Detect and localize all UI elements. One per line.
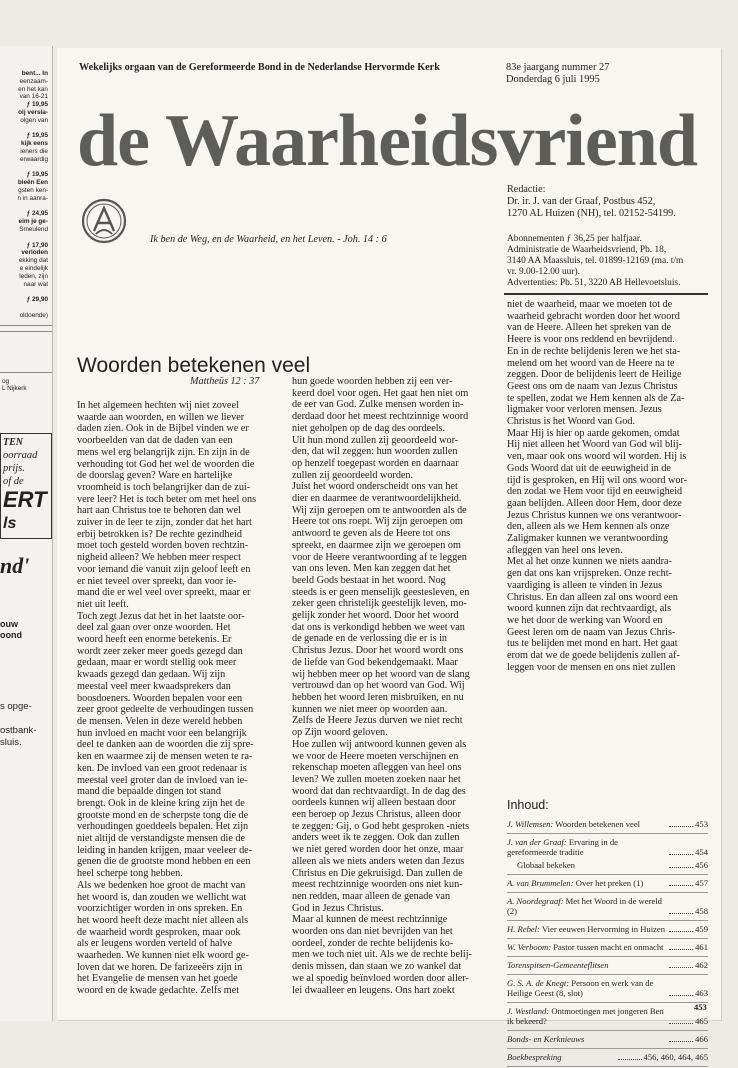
article-line: op henzelf toegepast worden en daarnaar (292, 457, 459, 469)
toc-title: Torenspitsen-Gemeenteflitsen (507, 960, 609, 970)
toc-page: 458 (695, 906, 708, 916)
article-line: nigheid alleen? We hebben meer respect (77, 552, 241, 564)
article-line: een beroep op Jezus Christus, alleen door (292, 809, 461, 821)
abon-line: vr. 9.00-12.00 uur). (507, 267, 580, 277)
article-line: meest rechtzinnige woorden ons niet kun- (292, 879, 463, 891)
article-line: Juist het woord onderscheidt ons van het (292, 481, 458, 493)
toc-leader (618, 1059, 642, 1060)
redactie-line: Dr. ir. J. van der Graaf, Postbus 452, (507, 196, 656, 207)
article-line: Jezus Christus kunnen we ons verantwoor- (507, 509, 682, 521)
toc-row[interactable] (507, 1049, 708, 1067)
article-line: den, dat wil zeggen: hun woorden zullen (292, 446, 458, 458)
article-line: genen die de grootste mond hebben en een (77, 856, 251, 868)
toc-leader (669, 995, 693, 996)
toc-title: Over het preken (1) (575, 878, 644, 888)
article-line: het woord is, dan zouden we wellicht wat (77, 891, 247, 903)
article-line: Geest ons om de naam van Jezus Christus (507, 380, 678, 392)
article-line: Christus en Die gekruisigd. Dan zullen de (292, 867, 463, 879)
article-line: zeker geen christelijk geestelijk leven, mo- (292, 598, 467, 610)
toc-page: 456, 460, 464, 465 (643, 1052, 708, 1062)
motto: Ik ben de Weg, en de Waarheid, en het Leven. - Joh. 14 : 6 (150, 234, 387, 245)
article-line: van de Heere. Alleen het spreken van de (507, 322, 672, 334)
article-line: Toch zegt Jezus dat het in het laatste oor- (77, 610, 245, 622)
strip-line: og (2, 377, 10, 385)
strip-line (0, 125, 52, 133)
toc-row[interactable] (507, 893, 708, 921)
article-line: Maar Hij is hier op aarde gekomen, omdat (507, 427, 680, 439)
article-line: zeer groot gedeelte de verhoudingen tussen (77, 704, 254, 716)
strip-ad-line: TEN (3, 437, 23, 449)
article-line: hun invloed en macht voor een belangrijk (77, 727, 247, 739)
strip-line: ekking dat (18, 257, 48, 265)
article-line: vroomheid is toch belangrijker dan de zui- (77, 481, 251, 493)
article-line: tus te belijden met mond en hart. Het gaat (507, 638, 678, 650)
article-line: Christus Jezus. Door het woord wordt ons (292, 645, 464, 657)
issue-volume: 83e jaargang nummer 27 (506, 62, 610, 73)
toc-title: Boekbespreking (507, 1052, 562, 1062)
toc-heading: Inhoud: (507, 798, 549, 812)
toc-page: 466 (695, 1034, 708, 1044)
toc-leader (669, 1041, 693, 1042)
strip-line: oij versla- (18, 108, 48, 116)
toc-entry (507, 878, 667, 888)
strip-ad-3-line: oond (0, 630, 22, 641)
strip-footer-line: sluis. (0, 737, 22, 749)
article-line: deel te danken aan de woorden die zij spre- (77, 739, 254, 751)
toc-entry (507, 837, 667, 857)
issue-date: Donderdag 6 juli 1995 (506, 74, 600, 85)
article-line: Maar al kunnen de meest rechtzinnige (292, 914, 448, 926)
article-line: kunnen we niet meer op woorden aan. (292, 703, 448, 715)
strip-line: bieën Een (17, 179, 48, 187)
alpha-omega-logo-icon (81, 198, 127, 244)
toc-page: 465 (695, 1016, 708, 1026)
issue-info (506, 62, 609, 86)
article-line: En in de rechte belijdenis leren we het sta- (507, 345, 681, 357)
article-line: op Zijn woord geloven. (292, 727, 388, 739)
article-line: te spellen, zodat we Hem kennen als de Za- (507, 392, 685, 404)
article-line: vere leer? Het is toch beter om met heel ons (77, 493, 257, 505)
abon-line: Administratie de Waarheidsvriend, Pb. 18, (507, 245, 667, 255)
article-line: Geest leren om de naam van Jezus Chris- (507, 626, 676, 638)
article-line: heel scherpe tong hebben. (77, 868, 183, 880)
article-line: het Evangelie de mensen van het goede (77, 973, 238, 985)
article-scripture: Mattheüs 12 : 37 (190, 376, 260, 387)
toc-row[interactable] (507, 857, 708, 875)
article-line: de eer van God. Zulke mensen worden in- (292, 399, 464, 411)
article-line: gedaan, maar er wordt stellig ook meer (77, 657, 237, 669)
toc-title: Bonds- en Kerknieuws (507, 1034, 585, 1044)
article-line: de liefde van God bekendgemaakt. Maar (292, 656, 458, 668)
strip-line: en het kan (18, 85, 48, 93)
article-line: brengt. Ook in de kleine kring zijn het de (77, 797, 245, 809)
article-line: gelijk zonder het woord. Door het woord (292, 610, 459, 622)
strip-line: van 16-21 (19, 93, 48, 101)
article-line: oordeels kunnen wij alleen bestaan door (292, 797, 456, 809)
toc-page: 461 (695, 942, 708, 952)
article-line: als er leugens worden verteld of halve (77, 938, 233, 950)
toc-row[interactable] (507, 816, 708, 834)
toc-page: 463 (695, 988, 708, 998)
article-line: woorden ons dan niet bevrijden van het (292, 926, 453, 938)
toc-title: Persoon en werk van de Heilige Geest (8, slot) (507, 978, 654, 998)
toc-author: H. Rebel: (507, 924, 540, 934)
article-line: men we toch niet uit. Als we de rechte belij- (292, 949, 472, 961)
article-line: verhouding tot God het wel de woorden die (77, 458, 255, 470)
toc-page: 456 (695, 860, 708, 870)
article-line: beeld Gods bestaat in het woord. Nog (292, 574, 446, 586)
article-line: Wij zijn geroepen om te antwoorden als de (292, 504, 467, 516)
article-line: we voor de Heere moeten verschijnen en (292, 750, 459, 762)
article-line: voor de Heere verantwoording af te leggen (292, 551, 467, 563)
article-line: de waarheid wordt gesproken, maar ook (77, 926, 241, 938)
toc-title: Globaal bekeken (517, 860, 575, 870)
article-line: Uit hun mond zullen zij geoordeeld wor- (292, 434, 459, 446)
article-line: Hoe zullen wij antwoord kunnen geven als (292, 738, 467, 750)
strip-ad-logo-2: ls (3, 515, 17, 533)
toc-page: 462 (695, 960, 708, 970)
toc-entry (507, 942, 667, 952)
strip-line (0, 304, 52, 312)
toc-entry (507, 1052, 616, 1062)
article-line: woord en de kwade gedachte. Zelfs met (77, 985, 240, 997)
toc-page: 454 (695, 847, 708, 857)
toc-row[interactable] (507, 1031, 708, 1049)
article-line: woord kunnen zijn dat rechtvaardigt, als (507, 603, 672, 615)
abon-line: Advertenties: Pb. 51, 3220 AB Hellevoetsluis. (507, 278, 681, 288)
article-line: wij hebben meer op het woord van de slang (292, 668, 470, 680)
article-line: ken. De invloed van een groot redenaar is (77, 762, 247, 774)
article-line: loven dat we horen. De farizeeërs zijn in (77, 961, 243, 973)
strip-ad-2-title: nd' (0, 553, 30, 579)
header-rule (504, 293, 708, 295)
strip-ad-2 (0, 553, 52, 579)
toc-leader (669, 867, 693, 868)
strip-ad-3-line: ouw (0, 619, 18, 630)
article-line: waarde aan woorden, en willen we liever (77, 411, 245, 423)
article-line: Gods Woord dat uit de eeuwigheid in de (507, 462, 671, 474)
strip-line (0, 164, 52, 172)
article-line: zeggen. Door de belijdenis leert de Heilige (507, 369, 682, 381)
article-title: Woorden betekenen veel (77, 354, 311, 377)
article-line: Zaligmaker kunnen we verantwoording (507, 533, 668, 545)
article-line: In het algemeen hechten wij niet zoveel (77, 400, 239, 411)
abon-line: 3140 AA Maassluis, tel. 01899-12169 (ma. t/m (507, 256, 684, 266)
article-line: steeds is er geen menselijk geestesleven, en (292, 586, 470, 598)
article-line: erom dat we de goede belijdenis zullen af- (507, 650, 680, 662)
article-line: zullen zij geoordeeld worden. (292, 469, 414, 481)
article-line: moet toch gesteld worden boven rechtzin- (77, 540, 249, 552)
article-line: kwaads gezegd dan gedaan. Wij zijn (77, 669, 226, 681)
strip-line: bent... In (21, 70, 48, 77)
strip-line: verloden (21, 249, 48, 257)
toc-title: Pastor tussen macht en onmacht (553, 942, 664, 952)
article-line: te zeggen: Gij, o God hebt gesproken -niets (292, 820, 470, 832)
toc-row[interactable] (507, 921, 708, 939)
article-column-1 (77, 400, 284, 997)
article-line: wordt zeer zeker meer goeds gezegd dan (77, 645, 243, 657)
toc-title: Woorden betekenen veel (555, 819, 641, 829)
article-line: meestal veel meer kwaadsprekers dan (77, 680, 231, 692)
article-line: Zelfs de Heere Jezus durven we niet recht (292, 715, 463, 727)
article-line: deel zal gaan over onze woorden. Het (77, 622, 231, 634)
strip-ad-3 (0, 619, 52, 641)
article-line: er niet teveel over spreekt, dan voor ie- (77, 575, 237, 587)
toc-title: Ervaring in de gereformeerde traditie (507, 837, 618, 857)
strip-line: L Nijkerk (2, 385, 27, 393)
article-line: voorzichtiger worden in ons spreken. En (77, 903, 243, 915)
article-line: erbij betrokken is? De rechte gezindheid (77, 528, 242, 540)
article-line: alleen als we niets anders weten dan Jezus (292, 855, 465, 867)
toc-page: 453 (695, 819, 708, 829)
masthead-title: de Waarheidsvriend (77, 100, 697, 182)
strip-line: ƒ 19,95 (26, 101, 48, 109)
article-line: Als we bedenken hoe groot de macht van (77, 879, 246, 891)
redactie-block (507, 184, 676, 220)
article-line: anders weet ik te zeggen. Ook dan zullen (292, 832, 460, 844)
article-line: leggen voor de mensen en ons niet zullen (507, 661, 676, 673)
article-line: Met al het onze kunnen we niets aandra- (507, 556, 672, 568)
article-line: ken en waarmee zij de mensen weten te ra- (77, 751, 253, 763)
strip-ad-line: prijs. (3, 463, 25, 475)
toc-entry (507, 978, 667, 998)
toc-row[interactable] (507, 939, 708, 957)
toc-author: A. Noordegraaf: (507, 896, 564, 906)
strip-line: olgen van (20, 116, 48, 124)
article-line: denis missen, dan staan we zo wankel dat (292, 961, 462, 973)
article-line: niet altijd de verstandigste mensen die de (77, 833, 246, 845)
article-line: van ons leven. Men kan zeggen dat het (292, 563, 451, 575)
strip-footer-line: ostbank- (0, 725, 37, 737)
page-number: 453 (694, 1002, 707, 1012)
article-line: zuiver in de leer te zijn, zonder dat het hart (77, 517, 252, 529)
strip-ad-box (0, 433, 52, 539)
article-line: rekenschap moeten afleggen van heel ons (292, 762, 462, 774)
toc-entry (507, 1006, 667, 1026)
article-line: het woord heeft deze macht niet alleen als (77, 914, 249, 926)
strip-divider (0, 325, 52, 326)
redactie-line: 1270 AL Huizen (NH), tel. 02152-54199. (507, 208, 676, 219)
strip-line: ƒ 19,95 (26, 171, 48, 179)
article-line: dier en daarmee de verantwoordelijkheid. (292, 493, 462, 505)
article-line: waarheid gebracht worden door het woord (507, 310, 680, 322)
toc-author: J. van der Graaf: (507, 837, 567, 847)
strip-line: ƒ 19,95 (26, 132, 48, 140)
article-line: lei dwaalleer en leugens. Ons hart zoekt (292, 984, 455, 996)
organ-line: Wekelijks orgaan van de Gereformeerde Bond in de Nederlandse Hervormde Kerk (79, 62, 440, 73)
toc-title: Met het Woord in de wereld (2) (507, 896, 662, 916)
article-line: we al spoedig beïnvloed worden door aller- (292, 972, 469, 984)
article-line: de mensen. Velen in deze wereld hebben (77, 715, 243, 727)
toc-leader (669, 826, 693, 827)
subscription-block (507, 234, 683, 289)
strip-line: n in aanra- (17, 194, 48, 202)
article-line: Christus. En dan alleen zal ons woord een (507, 591, 678, 603)
article-line: de doorslag geven? Ware en hartelijke (77, 470, 233, 482)
abon-line: Abonnementen ƒ 36,25 per halfjaar. (507, 234, 642, 244)
toc-leader (669, 885, 693, 886)
strip-line: ƒ 29,90 (26, 296, 48, 304)
strip-footer (0, 701, 52, 749)
article-line: tijd is gesproken, en Hij wil ons woord wor- (507, 474, 688, 486)
article-line: waarheden. We kunnen niet elk woord ge- (77, 950, 249, 962)
article-line: boosdoeners. Woorden bepalen voor een (77, 692, 243, 704)
article-line: ligmaker voor verloren mensen. Jezus (507, 404, 662, 416)
article-line: den zodat we Hem voor tijd en eeuwigheid (507, 486, 683, 498)
article-line: keerd doel voor ogen. Het gaat hen niet om (292, 387, 469, 399)
strip-divider (0, 331, 52, 332)
article-line: verhoudingen goeddeels bepalen. Het zijn (77, 821, 249, 833)
article-line: afleggen van heel ons leven. (507, 544, 623, 556)
article-column-2 (292, 376, 499, 996)
article-line: den, alleen als we Hem kennen als onze (507, 521, 670, 533)
strip-line: ƒ 24,95 (26, 210, 48, 218)
toc-row[interactable] (507, 975, 708, 1003)
article-line: oordeel, zonder de rechte belijdenis ko- (292, 937, 454, 949)
strip-footer-line: s opge- (0, 701, 32, 713)
article-line: ven, maar ook ons woord wil worden. Hij is (507, 451, 687, 463)
article-line: niet geholpen op de dag des oordeels. (292, 422, 446, 434)
article-line: woord dat dan rechtvaardigt. In de dag des (292, 785, 466, 797)
toc-author: G. S. A. de Knegt: (507, 978, 570, 988)
strip-footer-line (0, 713, 52, 725)
article-line: God in Jezus Christus. (292, 902, 384, 914)
article-line: we het door de werking van Woord en (507, 614, 663, 626)
article-line: derdaad door het meest rechtzinnige woord (292, 411, 469, 423)
article-line: gen dat ons kan vrijspreken. Onze recht- (507, 568, 672, 580)
table-of-contents (507, 816, 708, 1067)
strip-ad-logo: ERT (3, 487, 47, 513)
toc-leader (669, 931, 693, 932)
strip-top-text (0, 70, 52, 320)
article-line: daden zien. Ook in de Bijbel vinden we er (77, 423, 249, 435)
strip-line: naar wat (23, 280, 48, 288)
newspaper-page (57, 48, 721, 1062)
toc-row[interactable] (507, 875, 708, 893)
article-line: mand die er wel veel over spreekt, maar er (77, 587, 251, 599)
toc-entry (507, 924, 667, 934)
toc-entry (507, 819, 667, 829)
strip-line: kijk eens (20, 140, 48, 148)
article-line: hebben het woord leren misbruiken, en nu (292, 691, 464, 703)
article-line: nen redden, maar alleen de genade van (292, 890, 451, 902)
strip-ad-line: of de (3, 476, 24, 488)
strip-line: eim je ge- (18, 218, 48, 226)
strip-line: oldoende) (19, 311, 48, 319)
strip-line: ƒ 17,90 (26, 241, 48, 249)
strip-line: gsten ken- (18, 186, 48, 194)
strip-line: eenzaam- (19, 77, 48, 85)
article-line: Christus is het Woord van God. (507, 416, 636, 428)
toc-leader (669, 913, 693, 914)
article-line: voorbeelden van dat de daden van een (77, 435, 233, 447)
toc-title: Vier eeuwen Hervorming in Huizen (541, 924, 666, 934)
article-line: de genade en de verlossing die er is in (292, 633, 448, 645)
toc-author: J. Willemsen: (507, 819, 554, 829)
strip-line: erwaardig (19, 155, 48, 163)
article-line: Hij niet alleen het Woord van God wil blij- (507, 439, 682, 451)
article-line: voor iemand die vanuit zijn geloof leeft en (77, 563, 251, 575)
article-line: antwoord te geven als de Heere tot ons (292, 528, 451, 540)
toc-author: W. Verboom: (507, 942, 552, 952)
toc-entry (507, 960, 667, 970)
toc-leader (669, 967, 693, 968)
article-line: mens wel erg belangrijk zijn. En zijn in de (77, 446, 250, 458)
toc-page: 457 (695, 878, 708, 888)
toc-title: Ontmoetingen met jongeren Ben ik bekeerd? (507, 1006, 664, 1026)
article-line: hun goede woorden hebben zij een ver- (292, 376, 453, 387)
article-line: dat ons is verkondigd hebben we weet van (292, 621, 465, 633)
strip-ad-line: oorraad (3, 450, 38, 462)
toc-leader (669, 949, 693, 950)
toc-row[interactable] (507, 957, 708, 975)
article-line: leven? We zullen moeten zoeken naar het (292, 773, 461, 785)
article-line: gaan belijden. Alleen door Hem, door deze (507, 497, 682, 509)
article-column-3 (507, 299, 708, 674)
article-line: Heere tot ons roept. Wij zijn geroepen om (292, 516, 463, 528)
toc-entry (507, 896, 667, 916)
article-line: melend om het woord van de Heere na te (507, 357, 675, 369)
article-line: niet de waarheid, maar we moeten tot de (507, 299, 673, 310)
article-line: niet uit leeft. (77, 598, 129, 610)
article-line: mand die bepaalde dingen tot stand (77, 786, 221, 798)
article-line: Heere is voor ons reddend en bevrijdend. (507, 334, 675, 346)
toc-author: A. van Brummelen: (507, 878, 574, 888)
strip-line (0, 234, 52, 242)
toc-page: 459 (695, 924, 708, 934)
toc-leader (669, 854, 693, 855)
adjacent-page-strip (0, 46, 53, 1021)
strip-line: Smeulend (19, 225, 48, 233)
article-line: leiding in handen krijgen, maar veeleer de- (77, 844, 253, 856)
redactie-label: Redactie: (507, 184, 546, 195)
strip-line: e eindelijk (19, 264, 48, 272)
article-line: vertrouwd dan op het woord van God. Wij (292, 680, 465, 692)
article-line: grootste mond en de scherpste tong die de (77, 809, 249, 821)
strip-line (0, 203, 52, 211)
strip-line: ieners die (20, 147, 48, 155)
strip-line: leden, zijn (19, 272, 48, 280)
strip-divider (0, 372, 52, 373)
toc-entry (507, 1034, 667, 1044)
article-line: we niet gered worden door het onze, maar (292, 844, 464, 856)
article-line: spreekt, en daarmee zijn we geroepen om (292, 539, 461, 551)
article-line: vaardiging is alleen te vinden in Jezus (507, 579, 663, 591)
toc-leader (669, 1023, 693, 1024)
strip-line (0, 288, 52, 296)
article-line: hart aan Christus toe te behoren dan wel (77, 505, 241, 517)
toc-row[interactable] (507, 1003, 708, 1031)
toc-author: J. Westland: (507, 1006, 550, 1016)
article-line: woord heeft een enorme betekenis. Er (77, 634, 232, 646)
article-line: meestal veel groter dan de invloed van ie- (77, 774, 248, 786)
